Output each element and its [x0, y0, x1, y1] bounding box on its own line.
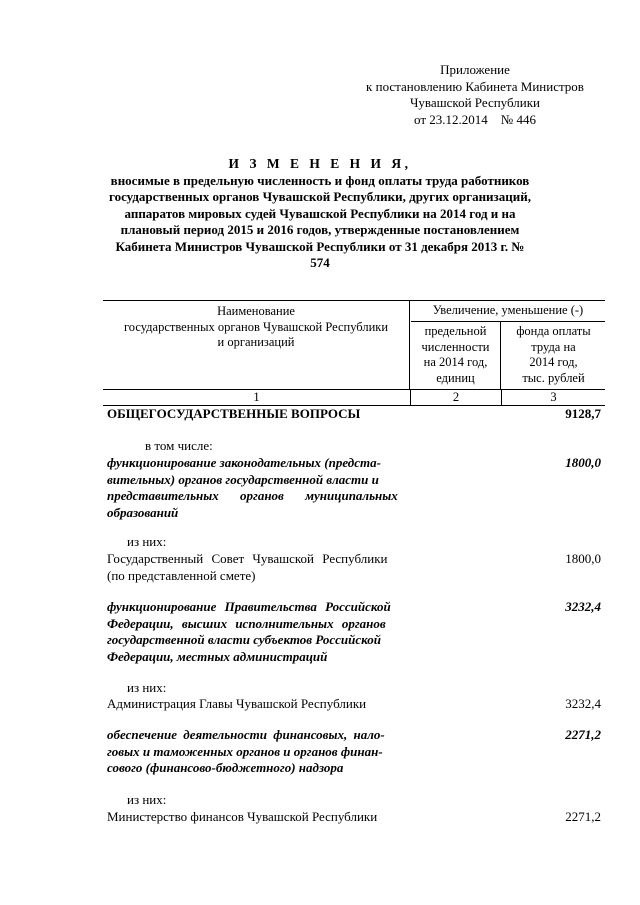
header-text: и организаций	[217, 335, 295, 349]
row-name	[107, 551, 407, 584]
appendix-date: от 23.12.2014 № 446	[414, 111, 536, 127]
header-text: тыс. рублей	[522, 370, 585, 385]
changes-table	[103, 300, 605, 824]
header-text: предельной	[424, 324, 487, 338]
row-name	[107, 727, 407, 777]
column-number: 3	[550, 390, 557, 404]
appendix-line: Чувашской Республики	[409, 95, 541, 110]
column-number: 2	[411, 390, 502, 405]
column-number: 1	[103, 390, 411, 405]
row-line: государственной власти субъектов Российской	[107, 632, 381, 647]
row-name: из них:	[127, 792, 167, 807]
table-header	[103, 300, 605, 390]
title-line: аппаратов мировых судей Чувашской Республики на 2014 год и на	[124, 205, 516, 221]
title-line: государственных органов Чувашской Республики, других организаций,	[109, 189, 531, 204]
row-value: 2271,2	[565, 727, 601, 742]
row-name	[107, 455, 407, 521]
row-line: функционирование Правительства Российской	[107, 599, 391, 614]
header-group: Увеличение, уменьшение (-)	[411, 301, 605, 322]
header-text: государственных органов Чувашской Республики	[123, 319, 389, 334]
title-line: вносимые в предельную численность и фонд оплаты труда работников	[110, 172, 530, 188]
header-text: на 2014 год,	[423, 355, 488, 369]
row-line: Федерации, местных администраций	[107, 648, 328, 664]
title-line: плановый период 2015 и 2016 годов, утвержденные постановлением	[120, 222, 520, 237]
appendix-line: к постановлению Кабинета Министров	[366, 78, 584, 94]
header-col-fund	[502, 322, 605, 389]
row-name: в том числе:	[145, 438, 213, 453]
row-line: обеспечение деятельности финансовых, нало-	[107, 727, 385, 742]
row-value: 1800,0	[565, 455, 601, 470]
row-line: образований	[107, 504, 179, 520]
header-text: Наименование	[217, 304, 295, 318]
header-text: фонда оплаты	[516, 324, 591, 338]
row-line	[107, 488, 407, 505]
title-line: 574	[310, 255, 330, 270]
row-name	[107, 599, 407, 665]
appendix-header	[330, 62, 620, 128]
row-value: 9128,7	[565, 406, 601, 421]
row-line: сового (финансово-бюджетного) надзора	[107, 760, 344, 775]
document-title	[100, 156, 540, 272]
appendix-line: Приложение	[440, 62, 510, 77]
header-col-staff	[411, 322, 501, 389]
row-name: из них:	[127, 680, 167, 695]
row-name: Администрация Главы Чувашской Республики	[107, 696, 367, 711]
row-name: ОБЩЕГОСУДАРСТВЕННЫЕ ВОПРОСЫ	[107, 406, 361, 421]
row-line: вительных) органов государственной власти и	[107, 471, 379, 487]
title-main: И З М Е Н Е Н И Я,	[228, 156, 412, 171]
header-col-name	[103, 301, 410, 389]
row-line: функционирование законодательных (предста-	[107, 455, 381, 470]
row-value: 2271,2	[565, 809, 601, 824]
row-value: 3232,4	[565, 696, 601, 711]
title-line: Кабинета Министров Чувашской Республики от 31 декабря 2013 г. №	[115, 238, 525, 254]
header-text: труда на	[531, 339, 576, 354]
header-text: 2014 год,	[529, 355, 578, 369]
row-line: Государственный Совет Чувашской Республики	[107, 551, 388, 566]
row-line-text: представительных органов муниципальных	[107, 488, 398, 503]
row-name: Министерство финансов Чувашской Республики	[107, 809, 378, 824]
row-line: (по представленной смете)	[107, 567, 256, 583]
column-numbers	[103, 390, 605, 406]
row-line: Федерации, высших исполнительных органов	[107, 615, 386, 631]
row-value: 3232,4	[565, 599, 601, 614]
header-text: численности	[421, 339, 490, 354]
header-text: единиц	[436, 370, 475, 385]
row-value: 1800,0	[565, 551, 601, 566]
row-line: говых и таможенных органов и органов финан-	[107, 743, 383, 759]
row-name: из них:	[127, 534, 167, 549]
